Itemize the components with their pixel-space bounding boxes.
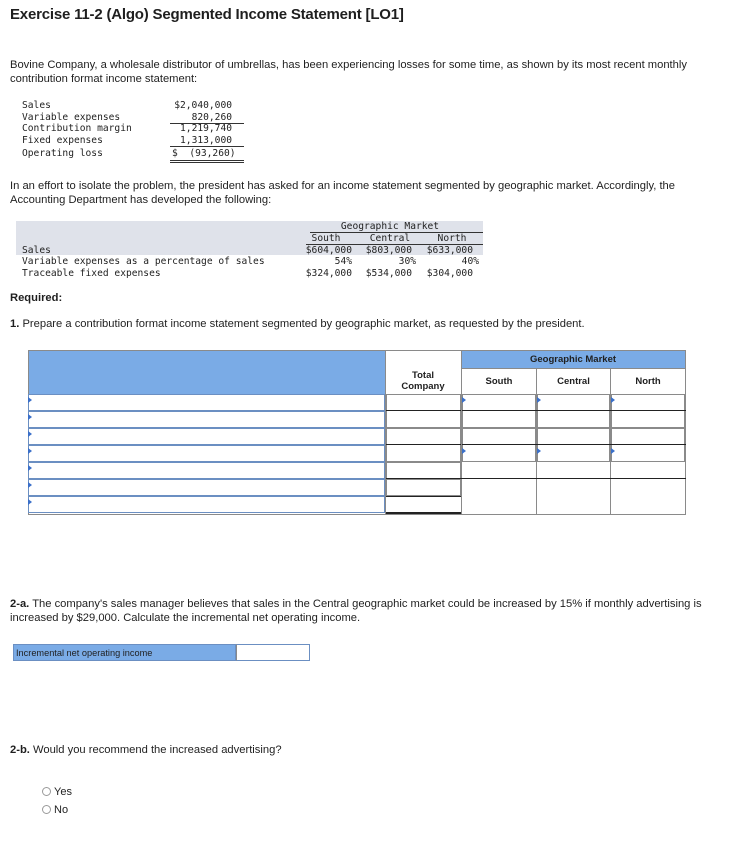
geo-cell: $633,000 [426,244,473,256]
question-2a [10,598,710,625]
is-value: 820,260 [191,111,232,123]
divider [170,146,244,147]
dropdown-arrow-icon [537,397,541,403]
south-header: South [485,376,513,387]
north-input[interactable] [611,394,685,411]
q2b-number: 2-b. [10,744,30,756]
geo-data-table [0,220,500,280]
geo-col-header: South [311,232,341,244]
incremental-input[interactable] [236,644,310,661]
dropdown-arrow-icon [611,397,615,403]
is-label: Sales [22,100,51,111]
total-company-header: Total Company [401,370,445,392]
is-label: Variable expenses [22,111,121,123]
geo-col-header: Central [369,232,411,244]
row-label-input[interactable] [28,496,385,513]
is-label: Operating loss [22,148,103,159]
radio-yes[interactable] [42,787,51,796]
is-value: $2,040,000 [174,100,232,111]
north-header: North [635,376,661,387]
geo-cell: $324,000 [305,267,352,279]
geo-group-header: Geographic Market [340,221,440,232]
south-input[interactable] [462,411,536,428]
q2a-number: 2-a. [10,598,30,610]
geo-cell: 40% [461,256,479,267]
north-input[interactable] [611,445,685,462]
dropdown-arrow-icon [28,482,32,488]
row-label-input[interactable] [28,411,385,428]
geo-cell: 54% [334,256,352,267]
divider [170,160,244,161]
dropdown-arrow-icon [28,397,32,403]
q2a-text: The company's sales manager believes that sales in the Central geographic market could be increased by 15% if monthly advertising is increased by $29,000. Calculate the incremental net operating income. [10,598,702,624]
question-1 [10,318,585,330]
q2b-text: Would you recommend the increased advertising? [33,744,282,756]
dropdown-arrow-icon [611,448,615,454]
q1-text: Prepare a contribution format income statement segmented by geographic market, as requested by the president. [22,318,585,330]
geo-cell: $304,000 [426,267,473,279]
is-value: 1,219,740 [180,123,232,134]
incremental-label: Incremental net operating income [16,648,153,658]
central-input[interactable] [537,445,610,462]
income-statement [0,100,260,164]
dropdown-arrow-icon [28,448,32,454]
south-input[interactable] [462,428,536,445]
total-input[interactable] [386,394,461,411]
effort-text: In an effort to isolate the problem, the president has asked for an income statement segmented by geographic market. Accordingly, the Accounting Department has developed the following: [10,180,675,206]
geo-market-header: Geographic Market [529,354,617,365]
geo-row-bg [16,244,483,255]
row-label-input[interactable] [28,462,385,479]
geo-row-label: Variable expenses as a percentage of sales [22,256,265,267]
geo-row-label: Sales [22,244,51,256]
geo-row-label: Traceable fixed expenses [22,267,161,279]
is-value: 1,313,000 [180,134,232,146]
total-input[interactable] [386,411,461,428]
geo-cell: $604,000 [305,244,352,256]
total-input[interactable] [386,428,461,445]
q1-number: 1. [10,318,20,330]
total-input[interactable] [386,462,461,479]
double-underline [386,512,461,514]
row-label-input[interactable] [28,445,385,462]
dropdown-arrow-icon [28,465,32,471]
divider [170,162,244,163]
incremental-label-cell [13,644,236,661]
north-input[interactable] [611,411,685,428]
central-input[interactable] [537,411,610,428]
radio-no-label[interactable]: No [54,804,69,816]
total-input[interactable] [386,479,461,496]
required-label: Required: [10,292,63,304]
dropdown-arrow-icon [28,431,32,437]
underline [386,496,461,497]
is-label: Contribution margin [22,123,132,134]
south-input[interactable] [462,445,536,462]
radio-no[interactable] [42,805,51,814]
north-input[interactable] [611,428,685,445]
geo-col-header: North [437,232,467,244]
dropdown-arrow-icon [462,397,466,403]
dropdown-arrow-icon [28,414,32,420]
dropdown-arrow-icon [462,448,466,454]
geo-cell: $803,000 [365,244,412,256]
row-label-input[interactable] [28,479,385,496]
row-label-input[interactable] [28,394,385,411]
header-label-cell [29,351,385,394]
dropdown-arrow-icon [28,499,32,505]
total-input[interactable] [386,445,461,462]
row-label-input[interactable] [28,428,385,445]
is-label: Fixed expenses [22,134,103,146]
question-2b [10,744,282,756]
south-input[interactable] [462,394,536,411]
radio-yes-label[interactable]: Yes [54,786,72,798]
geo-cell: 30% [398,256,416,267]
intro-text: Bovine Company, a wholesale distributor of umbrellas, has been experiencing losses for some time, as shown by its most recent monthly contribution format income statement: [10,59,687,85]
is-value: $ (93,260) [172,148,236,159]
page-title: Exercise 11-2 (Algo) Segmented Income Statement [LO1] [10,6,404,23]
geo-cell: $534,000 [365,267,412,279]
central-header: Central [557,376,590,387]
dropdown-arrow-icon [537,448,541,454]
central-input[interactable] [537,428,610,445]
central-input[interactable] [537,394,610,411]
